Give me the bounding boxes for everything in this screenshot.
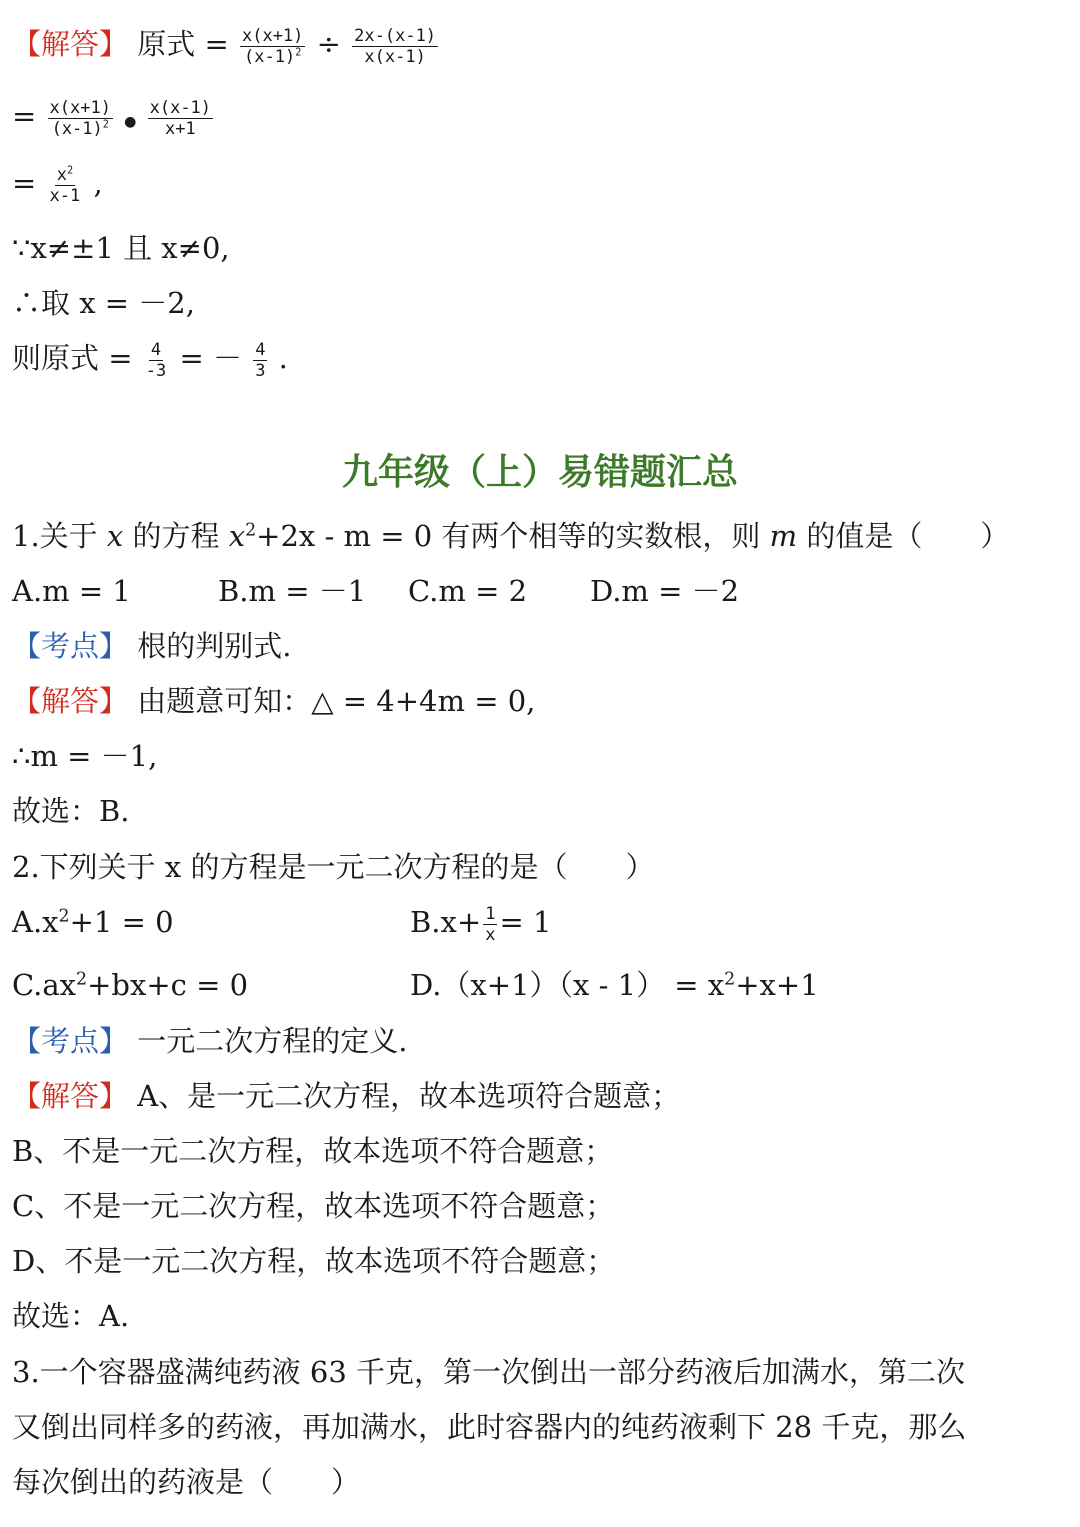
fraction: $\frac{x^2}{x-1}$: [49, 164, 81, 206]
prev-solution-line-1: [12, 24, 440, 67]
prev-solution-line-6: 则原式 = $\frac{4}{-3}$ = － $\frac{4}{3}$ .: [12, 339, 288, 381]
q2-answer-line-end: 故选：A.: [12, 1299, 130, 1333]
q2-option-c: $C.ax^2+bx+c = 0$: [12, 968, 249, 1002]
divide-sign: ÷: [316, 27, 341, 61]
answer-tag: 【解答】: [12, 27, 129, 61]
prev-solution-line-5: ∴取 x = －2,: [12, 286, 195, 320]
q1-option-b: B.m = －1: [218, 574, 367, 608]
q3-stem-line-2: 又倒出同样多的药液，再加满水，此时容器内的纯药液剩下 28 千克，那么: [12, 1410, 967, 1444]
q3-stem-line-3: 每次倒出的药液是（ ）: [12, 1465, 361, 1499]
q2-answer: 【解答】 A、是一元二次方程，故本选项符合题意；: [12, 1079, 681, 1113]
q2-option-b: B.x+ $\frac{1}{x}$ = 1: [410, 903, 552, 945]
q2-answer-line-b: B、不是一元二次方程，故本选项不符合题意；: [12, 1134, 614, 1168]
q2-point: 【考点】 一元二次方程的定义.: [12, 1024, 408, 1058]
section-title: 九年级（上）易错题汇总: [341, 452, 738, 493]
fraction: $\frac{4}{3}$: [255, 339, 266, 381]
q3-stem-line-1: 3.一个容器盛满纯药液 63 千克，第一次倒出一部分药液后加满水，第二次: [12, 1355, 966, 1389]
q2-answer-line-d: D、不是一元二次方程，故本选项不符合题意；: [12, 1244, 616, 1278]
q1-point: 【考点】 根的判别式.: [12, 629, 292, 663]
fraction: $\frac{1}{x}$: [485, 903, 496, 945]
fraction: $\frac{x(x+1)}{(x-1)^2}$: [49, 97, 111, 139]
q1-answer-line-2: ∴m = －1,: [12, 739, 158, 773]
point-tag: 【考点】: [12, 1024, 129, 1058]
fraction: $\frac{4}{-3}$: [145, 339, 167, 381]
answer-tag: 【解答】: [12, 684, 129, 718]
q1-stem: 1.关于 x 的方程 $x^2+2x - m = 0$ 有两个相等的实数根，则 m 的值是（ ）: [12, 519, 1010, 553]
q2-stem: 2.下列关于 x 的方程是一元二次方程的是（ ）: [12, 850, 655, 884]
q2-option-d: $D.(x+1)(x - 1) = x^2+x+1$: [410, 968, 819, 1002]
expr-prefix: 原式 =: [137, 27, 229, 61]
fraction: $\frac{2x-(x-1)}{x(x-1)}$: [354, 25, 437, 67]
multiply-dot: ●: [124, 114, 137, 130]
q2-answer-line-c: C、不是一元二次方程，故本选项不符合题意；: [12, 1189, 615, 1223]
prev-solution-line-4: ∵x≠±1 且 x≠0,: [12, 231, 230, 265]
prev-solution-line-2: = $\frac{x(x+1)}{(x-1)^2}$ ● $\frac{x(x-1)}{x+1}$: [12, 97, 212, 139]
q1-option-a: A.m = 1: [12, 574, 131, 608]
q1-option-c: C.m = 2: [408, 574, 528, 608]
fraction: $\frac{x(x-1)}{x+1}$: [149, 97, 212, 139]
answer-tag: 【解答】: [12, 1079, 129, 1113]
q1-option-d: D.m = －2: [590, 574, 740, 608]
point-tag: 【考点】: [12, 629, 129, 663]
q2-option-a: $A.x^2+1 = 0$: [12, 905, 174, 939]
fraction: $\frac{x(x+1)}{(x-1)^2}$: [241, 25, 304, 67]
q1-answer: 【解答】 由题意可知：△ = 4+4m = 0,: [12, 684, 536, 718]
q1-answer-line-3: 故选：B.: [12, 794, 130, 828]
prev-solution-line-3: = $\frac{x^2}{x-1}$ ,: [12, 164, 103, 206]
